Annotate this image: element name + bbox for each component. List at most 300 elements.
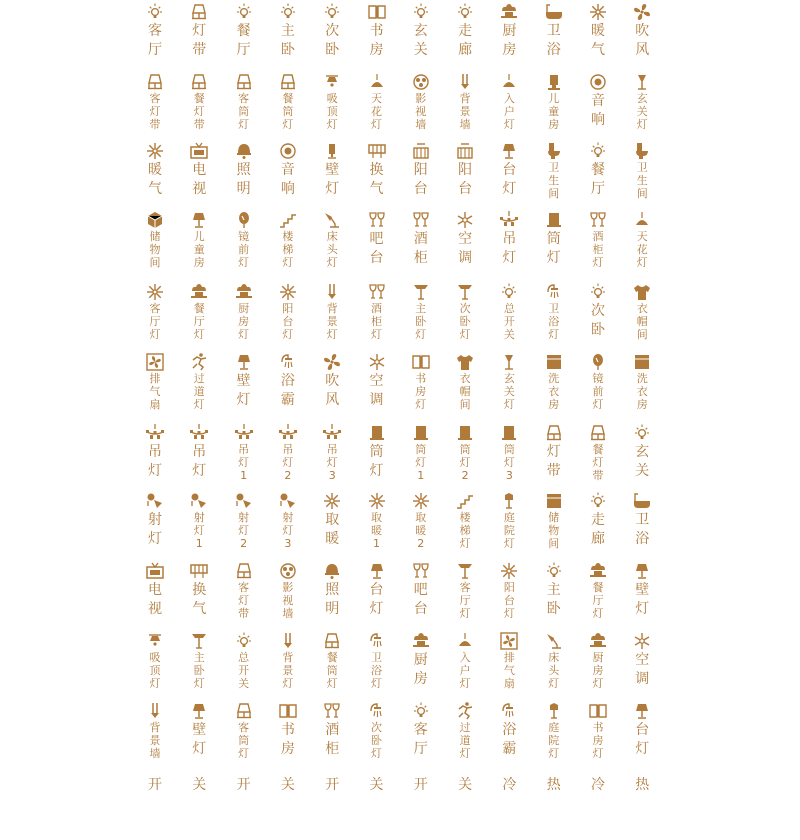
label-char: 带 — [546, 463, 561, 479]
icon-cell — [229, 701, 259, 760]
book-icon — [406, 352, 436, 372]
label-char: 入 — [459, 651, 471, 664]
label-char: 廊 — [458, 42, 473, 58]
chef-icon — [494, 2, 524, 22]
label-char: 灯 — [502, 181, 517, 197]
bulb-icon — [273, 2, 303, 22]
icon-cell — [583, 282, 613, 340]
label-char: 餐 — [592, 581, 604, 594]
label-char: 灯 — [326, 118, 338, 131]
label-char: 卫 — [636, 161, 648, 174]
icon-label — [273, 443, 303, 482]
icon-label — [273, 511, 303, 550]
label-char: 灯 — [546, 250, 561, 266]
icon-label — [627, 22, 657, 60]
wine-glass-icon — [406, 561, 436, 581]
icon-cell — [450, 423, 480, 482]
icon-label — [583, 581, 613, 620]
label-char: 卧 — [193, 664, 205, 677]
icon-cell — [406, 631, 436, 689]
icon-cell — [450, 631, 480, 690]
icon-cell — [450, 210, 480, 268]
label-char: 筒 — [282, 105, 294, 118]
garden-lamp-icon — [494, 491, 524, 511]
icon-cell — [406, 210, 436, 268]
chef-icon — [406, 631, 436, 651]
table-lamp-icon — [184, 210, 214, 230]
icon-label — [140, 230, 170, 269]
icon-cell — [362, 141, 392, 199]
label-char: 卫 — [635, 512, 650, 528]
desk-lamp-icon — [317, 210, 347, 230]
label-char: 景 — [282, 664, 294, 677]
icon-label — [450, 511, 480, 550]
icon-label — [184, 776, 214, 795]
icon-cell — [539, 776, 569, 795]
label-char: 卧 — [280, 42, 295, 58]
label-char: 灯 — [238, 594, 250, 607]
icon-label — [229, 776, 259, 795]
label-char: 帽 — [636, 315, 648, 328]
label-char: 书 — [369, 23, 384, 39]
projector-icon — [406, 72, 436, 92]
label-char: 调 — [369, 392, 384, 408]
icon-cell — [229, 141, 259, 199]
icon-cell — [184, 72, 214, 131]
icon-cell — [583, 2, 613, 60]
icon-label — [229, 22, 259, 60]
icon-label — [229, 372, 259, 410]
label-char: 吹 — [325, 373, 340, 389]
chandelier-strip-icon — [229, 72, 259, 92]
icon-cell — [406, 282, 436, 341]
icon-label — [362, 776, 392, 795]
label-char: 带 — [238, 607, 250, 620]
icon-cell — [184, 210, 214, 269]
label-char: 物 — [548, 524, 560, 537]
label-char: 梯 — [459, 524, 471, 537]
icon-cell — [317, 2, 347, 60]
label-char: 卫 — [548, 161, 560, 174]
icon-label — [539, 776, 569, 795]
shower-icon — [362, 701, 392, 721]
icon-cell — [140, 282, 170, 341]
label-char: 灯 — [415, 456, 427, 469]
icon-label — [627, 776, 657, 795]
label-char: 吊 — [238, 443, 250, 456]
label-char: 储 — [149, 230, 161, 243]
label-char: 灯 — [149, 677, 161, 690]
label-char: 灯 — [326, 328, 338, 341]
icon-cell — [539, 491, 569, 550]
label-char: 筒 — [546, 231, 561, 247]
label-char: 明 — [236, 181, 251, 197]
label-char: 玄 — [503, 372, 515, 385]
label-char: 衣 — [636, 385, 648, 398]
icon-cell — [229, 282, 259, 341]
label-char: 廊 — [591, 531, 605, 547]
icon-label — [539, 511, 569, 550]
label-char: 吧 — [413, 582, 428, 598]
label-char: 卧 — [591, 322, 605, 338]
bulb-icon — [140, 2, 170, 22]
icon-label — [627, 302, 657, 341]
label-char: 房 — [502, 42, 517, 58]
exhaust-fan-icon — [494, 631, 524, 651]
icon-label — [140, 443, 170, 481]
icon-cell — [273, 141, 303, 199]
sun-icon — [362, 491, 392, 511]
icon-label — [273, 581, 303, 620]
icon-cell — [494, 776, 524, 795]
icon-label — [273, 22, 303, 60]
label-char: 暖 — [148, 162, 162, 178]
label-char: 暖 — [591, 23, 605, 39]
icon-cell — [184, 352, 214, 411]
icon-label — [184, 372, 214, 411]
icon-label — [406, 22, 436, 60]
label-char: 灯 — [503, 398, 515, 411]
icon-label — [317, 651, 347, 690]
label-char: 天 — [636, 230, 648, 243]
label-char: 2 — [240, 537, 248, 550]
label-char: 玄 — [635, 444, 650, 460]
label-char: 影 — [282, 581, 294, 594]
label-char: 厨 — [413, 652, 428, 668]
icon-cell — [627, 561, 657, 619]
icon-label — [317, 372, 347, 410]
icon-cell — [362, 776, 392, 795]
icon-label — [184, 581, 214, 619]
label-char: 壁 — [325, 162, 340, 178]
icon-label — [450, 22, 480, 60]
label-char: 关 — [635, 463, 650, 479]
sun-icon — [317, 491, 347, 511]
label-char: 书 — [280, 722, 295, 738]
icon-cell — [539, 423, 569, 481]
label-char: 墙 — [459, 118, 471, 131]
label-char: 射 — [148, 512, 162, 528]
shower-icon — [273, 352, 303, 372]
icon-label — [539, 230, 569, 268]
icon-cell — [583, 561, 613, 620]
wine-glass-icon — [362, 210, 392, 230]
label-char: 壁 — [192, 722, 207, 738]
ceiling-lamp-icon — [317, 72, 347, 92]
label-char: 霸 — [280, 392, 295, 408]
icon-label — [184, 651, 214, 690]
label-char: 灯 — [548, 677, 560, 690]
label-char: 冷 — [591, 777, 605, 793]
icon-cell — [406, 72, 436, 131]
label-char: 次 — [459, 302, 471, 315]
icon-label — [627, 230, 657, 269]
label-char: 热 — [546, 777, 561, 793]
label-char: 浴 — [635, 531, 650, 547]
icon-cell — [494, 423, 524, 482]
label-char: 灯 — [282, 256, 294, 269]
projector-icon — [273, 561, 303, 581]
chandelier-strip-icon — [273, 72, 303, 92]
icon-label — [539, 22, 569, 60]
icon-label — [362, 581, 392, 619]
downlight-icon — [539, 210, 569, 230]
label-char: 台 — [413, 181, 428, 197]
icon-cell — [362, 701, 392, 760]
label-char: 景 — [459, 105, 471, 118]
icon-cell — [583, 491, 613, 549]
icon-label — [140, 22, 170, 60]
label-char: 入 — [503, 92, 515, 105]
chandelier-icon — [184, 423, 214, 443]
chandelier-strip-icon — [229, 701, 259, 721]
icon-cell — [140, 141, 170, 199]
label-char: 灯 — [192, 463, 207, 479]
label-char: 厅 — [592, 594, 604, 607]
label-char: 开 — [325, 777, 340, 793]
icon-cell — [494, 282, 524, 341]
label-char: 关 — [413, 42, 428, 58]
icon-cell — [140, 2, 170, 60]
icon-cell — [494, 141, 524, 199]
icon-label — [406, 581, 436, 619]
icon-label — [229, 511, 259, 550]
icon-label — [317, 581, 347, 619]
icon-cell — [317, 282, 347, 341]
label-char: 灯 — [503, 607, 515, 620]
snowflake-icon — [362, 352, 392, 372]
label-char: 镜 — [238, 230, 250, 243]
icon-label — [450, 443, 480, 482]
label-char: 吸 — [326, 92, 338, 105]
label-char: 灯 — [592, 256, 604, 269]
icon-cell — [273, 561, 303, 620]
label-char: 过 — [459, 721, 471, 734]
icon-label — [583, 651, 613, 690]
label-char: 房 — [592, 664, 604, 677]
book-icon — [273, 701, 303, 721]
label-char: 墙 — [415, 118, 427, 131]
label-char: 房 — [548, 118, 560, 131]
label-char: 灯 — [238, 256, 250, 269]
label-char: 灯 — [635, 601, 650, 617]
icon-label — [317, 92, 347, 131]
spotlight-icon — [184, 491, 214, 511]
chandelier-icon — [140, 423, 170, 443]
bulb-icon — [627, 423, 657, 443]
spotlight-icon — [140, 491, 170, 511]
icon-cell — [362, 631, 392, 690]
icon-label — [539, 302, 569, 341]
icon-cell — [140, 210, 170, 269]
stairs-icon — [273, 210, 303, 230]
icon-cell — [627, 2, 657, 60]
label-char: 关 — [458, 777, 473, 793]
label-char: 背 — [149, 721, 161, 734]
icon-label — [583, 22, 613, 60]
label-char: 次 — [325, 23, 340, 39]
label-char: 书 — [415, 372, 427, 385]
icon-cell — [184, 776, 214, 795]
icon-cell — [539, 631, 569, 690]
icon-label — [229, 443, 259, 482]
icon-cell — [362, 352, 392, 410]
icon-label — [627, 372, 657, 411]
icon-label — [317, 302, 347, 341]
icon-cell — [583, 210, 613, 269]
icon-cell — [362, 282, 392, 341]
sun-icon — [494, 561, 524, 581]
icon-label — [273, 372, 303, 410]
label-char: 卧 — [415, 315, 427, 328]
balcony-icon — [450, 141, 480, 161]
table-lamp-icon — [362, 561, 392, 581]
label-char: 吊 — [148, 444, 162, 460]
label-char: 房 — [415, 385, 427, 398]
icon-cell — [229, 631, 259, 690]
icon-label — [362, 443, 392, 481]
icon-label — [140, 651, 170, 690]
icon-cell — [583, 701, 613, 760]
label-char: 厅 — [236, 42, 251, 58]
label-char: 灯 — [326, 256, 338, 269]
label-char: 灯 — [592, 456, 604, 469]
label-char: 灯 — [238, 747, 250, 760]
label-char: 玄 — [413, 23, 428, 39]
label-char: 客 — [459, 581, 471, 594]
label-char: 3 — [284, 537, 292, 550]
pendant-lamp-icon — [627, 210, 657, 230]
label-char: 取 — [325, 512, 340, 528]
icon-cell — [184, 631, 214, 690]
icon-label — [229, 302, 259, 341]
label-char: 电 — [192, 162, 207, 178]
icon-cell — [229, 491, 259, 550]
snowflake-icon — [450, 210, 480, 230]
icon-cell — [273, 701, 303, 759]
icon-cell — [317, 352, 347, 410]
icon-label — [273, 776, 303, 795]
icon-label — [273, 651, 303, 690]
chef-icon — [229, 282, 259, 302]
icon-label — [494, 651, 524, 690]
pendant-lamp-icon — [450, 631, 480, 651]
icon-cell — [362, 210, 392, 268]
icon-label — [140, 161, 170, 199]
icon-label — [140, 302, 170, 341]
label-char: 阳 — [458, 162, 473, 178]
vent-icon — [184, 561, 214, 581]
downlight-icon — [494, 423, 524, 443]
bulb-icon — [317, 2, 347, 22]
icon-label — [362, 92, 392, 131]
label-char: 墙 — [282, 607, 294, 620]
icon-cell — [583, 141, 613, 199]
icon-cell — [494, 352, 524, 411]
icon-label — [583, 443, 613, 482]
icon-label — [627, 651, 657, 689]
icon-cell — [627, 423, 657, 481]
icon-cell — [273, 2, 303, 60]
icon-label — [539, 581, 569, 619]
icon-label — [583, 92, 613, 130]
icon-label — [362, 302, 392, 341]
icon-label — [140, 92, 170, 131]
spot-lamp-icon — [450, 561, 480, 581]
label-char: 带 — [149, 118, 161, 131]
icon-cell — [627, 631, 657, 689]
label-char: 天 — [371, 92, 382, 105]
icon-cell — [583, 423, 613, 482]
label-char: 间 — [548, 537, 560, 550]
label-char: 空 — [369, 373, 384, 389]
label-char: 帽 — [459, 385, 471, 398]
icon-label — [450, 230, 480, 268]
wall-light-icon — [140, 701, 170, 721]
label-char: 灯 — [371, 747, 382, 760]
icon-label — [583, 511, 613, 549]
label-char: 视 — [148, 601, 162, 617]
icon-label — [494, 443, 524, 482]
icon-label — [450, 302, 480, 341]
label-char: 台 — [369, 250, 384, 266]
icon-label — [406, 372, 436, 411]
label-char: 灯 — [371, 677, 382, 690]
icon-cell — [494, 210, 524, 268]
label-char: 灯 — [636, 256, 648, 269]
toilet-icon — [627, 141, 657, 161]
icon-label — [494, 372, 524, 411]
label-char: 空 — [635, 652, 650, 668]
label-char: 餐 — [592, 443, 604, 456]
icon-label — [406, 443, 436, 482]
icon-label — [450, 372, 480, 411]
label-char: 景 — [326, 315, 338, 328]
washer-icon — [539, 491, 569, 511]
label-char: 关 — [503, 328, 515, 341]
icon-label — [317, 443, 347, 482]
label-char: 台 — [635, 722, 650, 738]
label-char: 洗 — [548, 372, 560, 385]
label-char: 视 — [192, 181, 207, 197]
icon-label — [583, 721, 613, 760]
label-char: 照 — [236, 162, 251, 178]
label-char: 童 — [193, 243, 205, 256]
label-char: 台 — [458, 181, 473, 197]
icon-cell — [229, 2, 259, 60]
label-char: 筒 — [238, 734, 250, 747]
label-char: 厨 — [592, 651, 604, 664]
icon-label — [273, 302, 303, 341]
label-char: 壁 — [635, 582, 650, 598]
icon-label — [317, 776, 347, 795]
label-char: 浴 — [280, 373, 295, 389]
label-char: 灯 — [326, 456, 338, 469]
icon-label — [406, 92, 436, 131]
bulb-icon — [229, 2, 259, 22]
label-char: 厨 — [502, 23, 517, 39]
icon-label — [494, 92, 524, 131]
label-char: 热 — [635, 777, 650, 793]
label-char: 次 — [371, 721, 382, 734]
label-char: 吊 — [326, 443, 338, 456]
label-char: 灯 — [236, 392, 251, 408]
wall-light-icon — [317, 282, 347, 302]
child-icon — [539, 72, 569, 92]
icon-label — [229, 581, 259, 620]
label-char: 筒 — [369, 444, 384, 460]
label-char: 灯 — [546, 444, 561, 460]
